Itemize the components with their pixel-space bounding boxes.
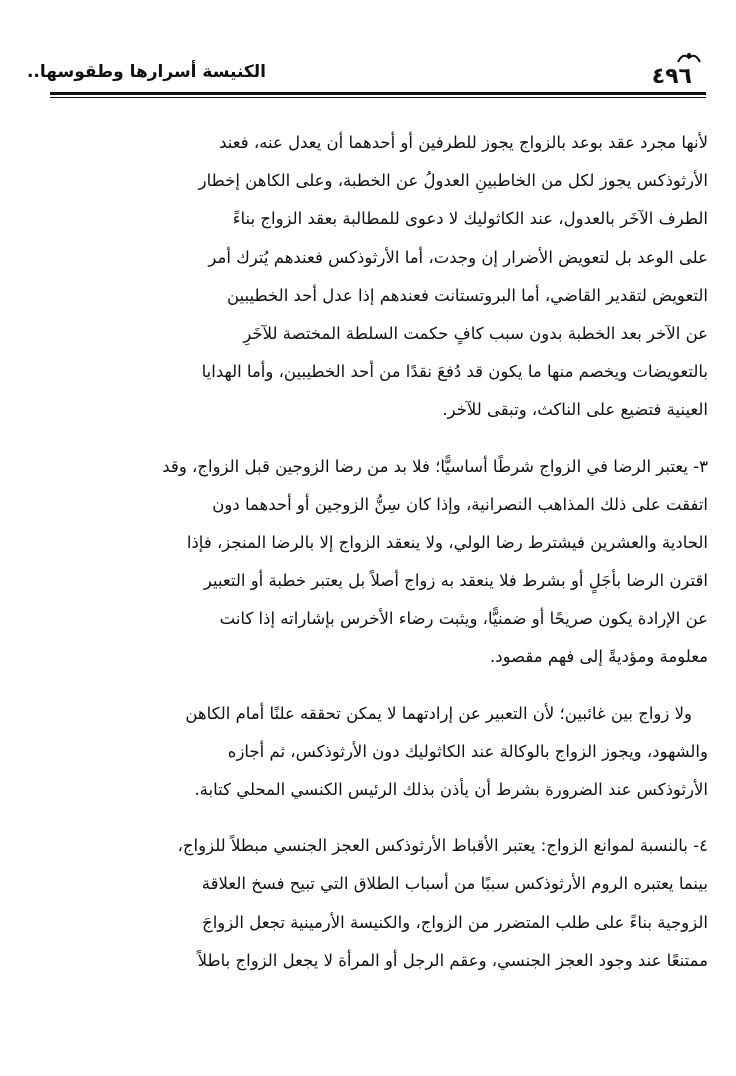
text-line: اقترن الرضا بأجَلٍ أو بشرط فلا ينعقد به زواج أصلاً بل يعتبر خطبة أو التعبير	[203, 571, 708, 591]
paragraph-engagement-dissolution	[60, 124, 708, 430]
text-line: ٤- بالنسبة لموانع الزواج: يعتبر الأقباط الأرثوذكس العجز الجنسي مبطلاً للزواج،	[177, 836, 708, 856]
text-line: الحادية والعشرين فيشترط رضا الولي، ولا ينعقد الزواج إلا بالرضا المنجز، فإذا	[186, 532, 708, 552]
header-rule-thin	[50, 97, 706, 98]
text-line: لأنها مجرد عقد بوعد بالزواج يجوز للطرفين أو أحدهما أن يعدل عنه، فعند	[219, 133, 708, 152]
text-line: ولا زواج بين غائبين؛ لأن التعبير عن إرادتهما لا يمكن تحققه علنًا أمام الكاهن	[185, 703, 692, 723]
text-line: بينما يعتبره الروم الأرثوذكس سببًا من أسباب الطلاق التي تبيح فسخ العلاقة	[201, 874, 708, 894]
page-body	[60, 124, 708, 980]
paragraph-consent	[60, 448, 708, 677]
ornament-icon	[676, 50, 702, 64]
text-line: بالتعويضات ويخصم منها ما يكون قد دُفعَ نقدًا من أحد الخطيبين، وأما الهدايا	[201, 362, 708, 382]
text-line: التعويض لتقدير القاضي، أما البروتستانت فعندهم إذا عدل أحد الخطيبين	[226, 285, 708, 305]
text-line: عن الآخر بعد الخطبة بدون سبب كافٍ حكمت السلطة المختصة للآخَرِ	[243, 323, 708, 343]
paragraph-proxy-marriage	[60, 695, 708, 810]
running-title: الكنيسة أسرارها وطقوسها..	[26, 62, 266, 82]
text-line: ممتنعًا عند وجود العجز الجنسي، وعقم الرجل أو المرأة لا يجعل الزواج باطلاً	[197, 950, 708, 970]
page-header	[26, 58, 706, 94]
text-line: الأرثوذكس عند الضرورة بشرط أن يأذن بذلك الرئيس الكنسي المحلي كتابة.	[194, 780, 708, 799]
text-line: اتفقت على ذلك المذاهب النصرانية، وإذا كان سِنُّ الزوجين أو أحدهما دون	[212, 494, 708, 514]
text-line: والشهود، ويجوز الزواج بالوكالة عند الكاثوليك دون الأرثوذكس، ثم أجازه	[227, 741, 708, 761]
text-line: على الوعد بل لتعويض الأضرار إن وجدت، أما الأرثوذكس فعندهم يُترك أمر	[208, 247, 708, 267]
header-rule-thick	[50, 92, 706, 95]
text-line: الأرثوذكس يجوز لكل من الخاطبينِ العدولُ عن الخطبة، وعلى الكاهن إخطار	[198, 171, 708, 191]
paragraph-impediments	[60, 827, 708, 980]
text-line: عن الإرادة يكون صريحًا أو ضمنيًّا، ويثبت رضاء الأخرس بإشاراته إذا كانت	[219, 609, 708, 629]
text-line: الطرف الآخَر بالعدول، عند الكاثوليك لا دعوى للمطالبة بعقد الزواج بناءً	[232, 209, 708, 229]
page-number: ٤٩٦	[651, 64, 692, 89]
text-line: ٣- يعتبر الرضا في الزواج شرطًا أساسيًّا؛ فلا بد من رضا الزوجين قبل الزواج، وقد	[162, 456, 708, 476]
text-line: الزوجية بناءً على طلب المتضرر من الزواج، والكنيسة الأرمينية تجعل الزواجَ	[202, 912, 708, 932]
text-line: معلومة ومؤديةً إلى فهم مقصود.	[489, 647, 708, 667]
text-line: العينية فتضيع على الناكث، وتبقى للآخر.	[442, 400, 708, 420]
